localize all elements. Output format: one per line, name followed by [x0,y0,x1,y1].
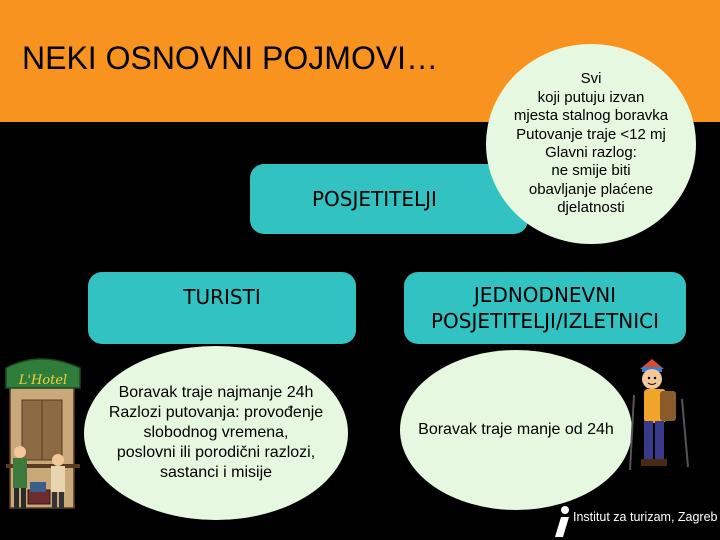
turisti-definition-circle [84,346,348,520]
definition-line: koji putuju izvan [537,88,645,106]
turisti-label: TURISTI [183,285,261,309]
jednodnevni-label-line1: JEDNODNEVNI [473,283,617,307]
slide-title: NEKI OSNOVNI POJMOVI… [22,40,439,76]
definition-line: sastanci i misije [159,464,273,481]
posjetitelji-definition-circle [486,44,696,244]
definition-line: mjesta stalnog boravka [513,107,669,125]
jednodnevni-label-line2: POSJETITELJI/IZLETNICI [431,309,659,333]
posjetitelji-box [250,164,528,234]
definition-line: djelatnosti [557,199,625,217]
hiker-clipart [626,355,696,505]
hotel-sign-text: L'Hotel [18,373,68,388]
footer-credit: Institut za turizam, Zagreb [573,510,718,524]
posjetitelji-label: POSJETITELJI [312,187,437,211]
institute-logo-icon [551,505,573,539]
definition-line: ne smije biti [551,162,631,180]
definition-line: Razlozi putovanja: provođenje [108,404,324,421]
definition-line: Glavni razlog: [545,144,637,161]
jednodnevni-definition-circle [400,350,632,510]
definition-line: obavljanje plaćene [528,180,654,198]
definition-line: Boravak traje najmanje 24h [118,384,314,401]
definition-line: Svi [580,70,602,88]
turisti-box [88,272,356,344]
hotel-clipart [0,352,86,512]
jednodnevni-box [404,272,686,344]
definition-line: Boravak traje manje od 24h [418,421,614,438]
definition-line: slobodnog vremena, [143,424,289,441]
definition-line: Putovanje traje <12 mj [516,125,666,143]
definition-line: poslovni ili porodični razlozi, [116,444,316,461]
